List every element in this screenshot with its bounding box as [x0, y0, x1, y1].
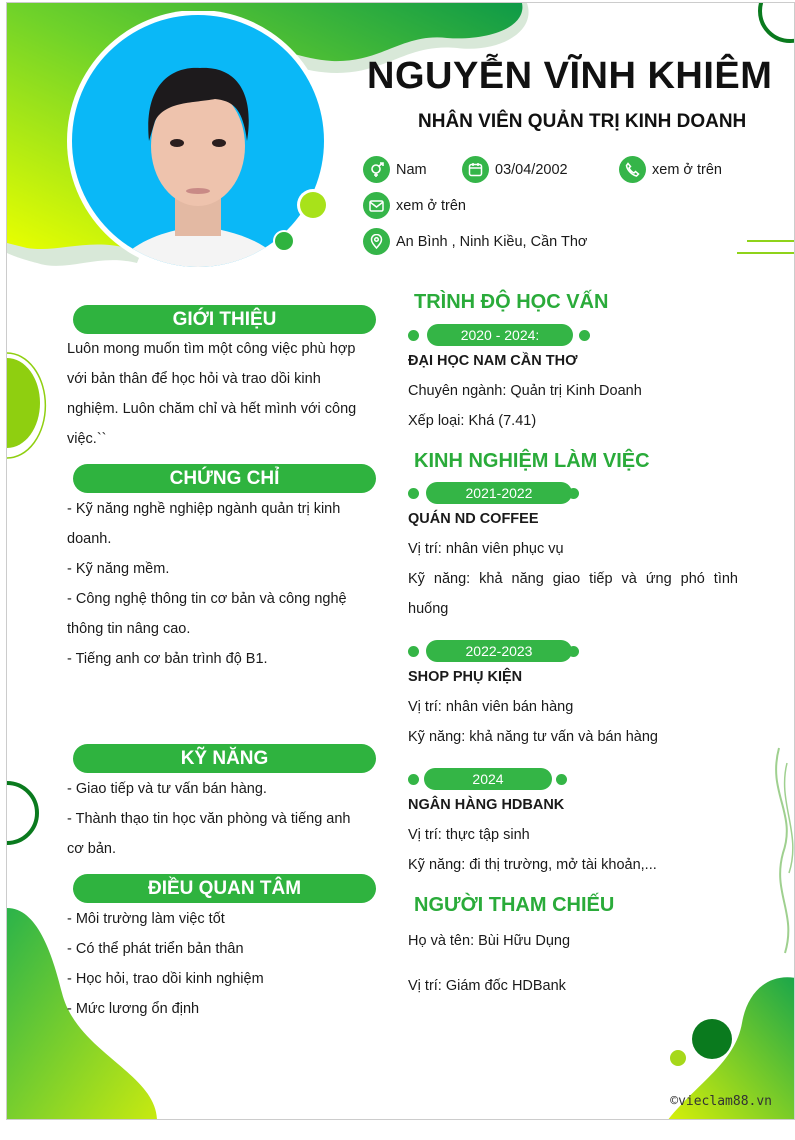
job-skill-continued: huống	[408, 601, 449, 617]
address-value: An Bình , Ninh Kiều, Cần Thơ	[396, 233, 588, 250]
interest-line: - Mức lương ổn định	[67, 1001, 200, 1017]
calendar-icon	[462, 156, 489, 183]
address-info	[363, 228, 587, 255]
cert-line: - Kỹ năng mềm.	[67, 561, 170, 577]
job-period: 2021-2022	[426, 482, 572, 504]
email-info	[363, 192, 466, 219]
job-company: NGÂN HÀNG HDBANK	[408, 797, 565, 813]
email-value: xem ở trên	[396, 197, 466, 214]
timeline-dot	[579, 330, 590, 341]
location-icon	[363, 228, 390, 255]
job-skill: Kỹ năng: khả năng tư vấn và bán hàng	[408, 729, 658, 745]
job-position: Vị trí: nhân viên bán hàng	[408, 699, 574, 715]
job-position: Vị trí: thực tập sinh	[408, 827, 530, 843]
skill-line: cơ bản.	[67, 841, 117, 857]
intro-line: Luôn mong muốn tìm một công việc phù hợp	[67, 341, 356, 357]
skill-line: - Thành thạo tin học văn phòng và tiếng anh	[67, 811, 351, 827]
cert-line: doanh.	[67, 531, 112, 547]
photo-decoration-dots	[295, 185, 335, 255]
cert-line: thông tin nâng cao.	[67, 621, 191, 637]
major: Chuyên ngành: Quản trị Kinh Doanh	[408, 383, 642, 399]
reference-name: Họ và tên: Bùi Hữu Dụng	[408, 933, 571, 949]
birthday-value: 03/04/2002	[495, 161, 568, 178]
section-title-reference: NGƯỜI THAM CHIẾU	[414, 894, 615, 916]
job-skill: Kỹ năng: khả năng giao tiếp và ứng phó tình	[408, 571, 738, 587]
phone-icon	[619, 156, 646, 183]
school-name: ĐẠI HỌC NAM CẦN THƠ	[408, 353, 578, 369]
intro-line: nghiệm. Luôn chăm chỉ và hết mình với công	[67, 401, 357, 417]
timeline-dot	[568, 646, 579, 657]
phone-value: xem ở trên	[652, 161, 722, 178]
section-title-education: TRÌNH ĐỘ HỌC VẤN	[414, 291, 609, 313]
section-title-intro: GIỚI THIỆU	[73, 305, 376, 334]
birthday-info	[462, 156, 568, 183]
intro-line: việc.``	[67, 431, 107, 447]
job-skill: Kỹ năng: đi thị trường, mở tài khoản,...	[408, 857, 657, 873]
mail-icon	[363, 192, 390, 219]
skill-line: - Giao tiếp và tư vấn bán hàng.	[67, 781, 267, 797]
timeline-dot	[556, 774, 567, 785]
job-period: 2022-2023	[426, 640, 572, 662]
cert-line: - Tiếng anh cơ bản trình độ B1.	[67, 651, 268, 667]
candidate-role: NHÂN VIÊN QUẢN TRỊ KINH DOANH	[418, 111, 747, 132]
gender-value: Nam	[396, 161, 427, 178]
job-period: 2024	[424, 768, 552, 790]
gender-info	[363, 156, 427, 183]
timeline-dot	[408, 646, 419, 657]
timeline-dot	[408, 330, 419, 341]
section-title-skills: KỸ NĂNG	[73, 744, 376, 773]
cert-line: - Kỹ năng nghề nghiệp ngành quản trị kinh	[67, 501, 341, 517]
job-position: Vị trí: nhân viên phục vụ	[408, 541, 564, 557]
section-title-interests: ĐIỀU QUAN TÂM	[73, 874, 376, 903]
timeline-dot	[408, 774, 419, 785]
phone-info	[619, 156, 722, 183]
education-period: 2020 - 2024:	[427, 324, 573, 346]
intro-line: với bản thân để học hỏi và trao dồi kinh	[67, 371, 321, 387]
section-title-experience: KINH NGHIỆM LÀM VIỆC	[414, 450, 650, 472]
gender-icon	[363, 156, 390, 183]
cert-line: - Công nghệ thông tin cơ bản và công nghệ	[67, 591, 347, 607]
photo-small-dot	[271, 228, 301, 258]
interest-line: - Môi trường làm việc tốt	[67, 911, 225, 927]
job-company: SHOP PHỤ KIỆN	[408, 669, 523, 685]
section-title-certificates: CHỨNG CHỈ	[73, 464, 376, 493]
interest-line: - Có thể phát triển bản thân	[67, 941, 244, 957]
grade: Xếp loại: Khá (7.41)	[408, 413, 537, 429]
timeline-dot	[408, 488, 419, 499]
cv-page	[6, 2, 795, 1120]
interest-line: - Học hỏi, trao dồi kinh nghiệm	[67, 971, 264, 987]
candidate-name: NGUYỄN VĨNH KHIÊM	[367, 55, 773, 97]
reference-position: Vị trí: Giám đốc HDBank	[408, 978, 566, 994]
timeline-dot	[568, 488, 579, 499]
watermark: ©vieclam88.vn	[670, 1094, 772, 1109]
job-company: QUÁN ND COFFEE	[408, 511, 539, 527]
